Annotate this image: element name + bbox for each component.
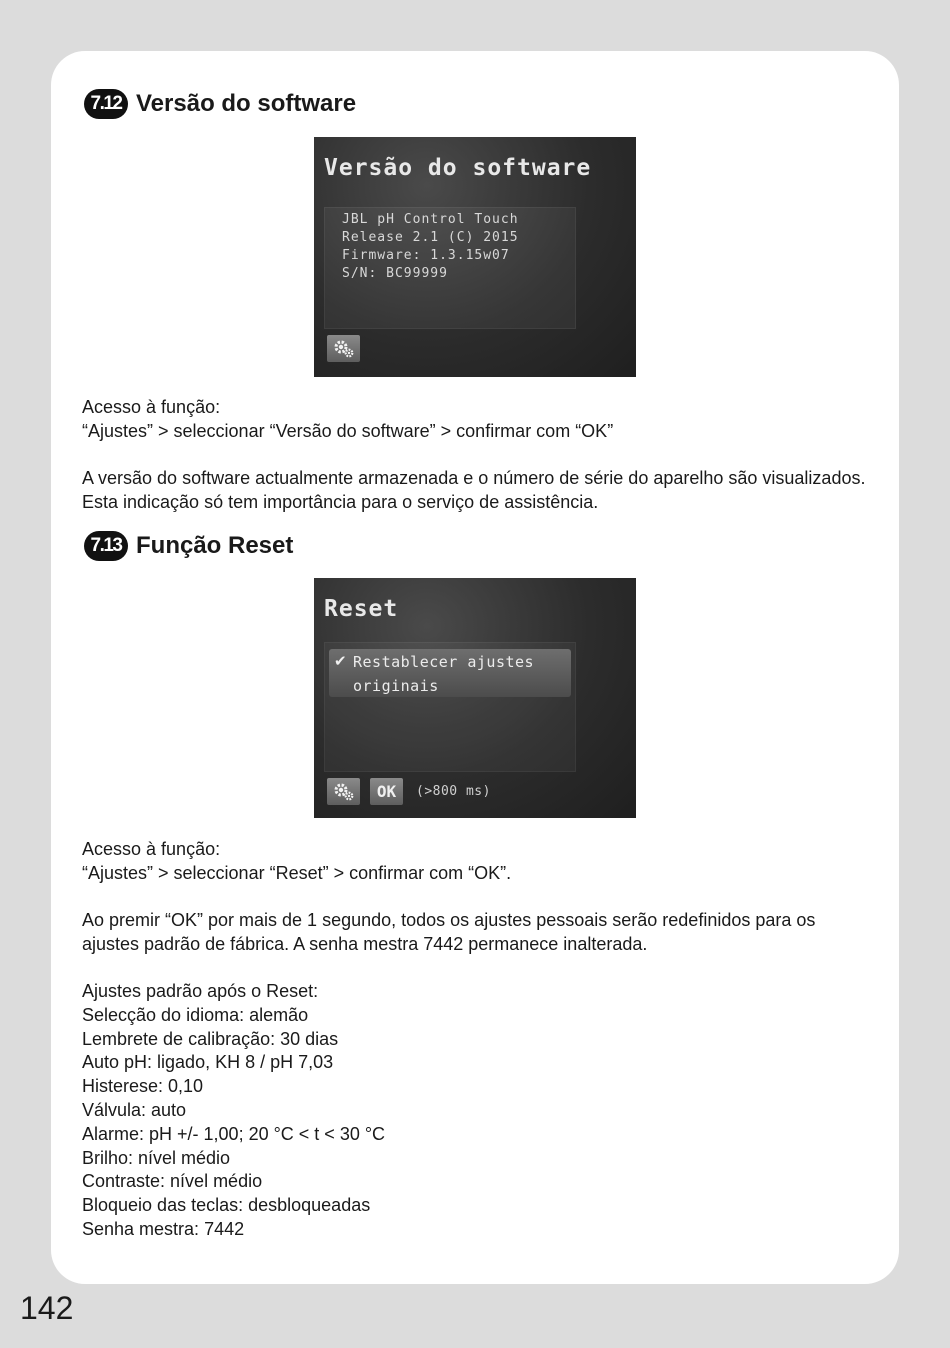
default-item: Válvula: auto (82, 1099, 187, 1120)
default-item: Contraste: nível médio (82, 1171, 263, 1192)
reset-option-restore-defaults[interactable] (329, 649, 571, 697)
ok-button[interactable]: OK (370, 778, 403, 805)
default-item: Selecção do idioma: alemão (82, 1004, 309, 1025)
reset-option-label: Restablecer ajustes originais (353, 653, 535, 695)
description-text: A versão do software actualmente armazenada e o número de série do aparelho são visualizados. Esta indicação só tem importância para o serviço de assistência. (82, 468, 866, 512)
gear-icon (333, 339, 355, 358)
access-info-software-version (82, 395, 613, 443)
section-title: Versão do software (136, 90, 357, 117)
ok-hold-note: (>800 ms) (416, 784, 491, 799)
section-heading-reset (84, 531, 293, 561)
section-number-badge: 7.12 (84, 89, 128, 119)
screen-title: Reset (324, 596, 399, 622)
reset-defaults-list (82, 980, 385, 1242)
page-number: 142 (20, 1290, 74, 1326)
default-item: Brilho: nível médio (82, 1147, 231, 1168)
default-item: Bloqueio das teclas: desbloqueadas (82, 1195, 371, 1216)
settings-button[interactable] (327, 778, 360, 805)
access-label: Acesso à função: (82, 839, 221, 859)
default-item: Alarme: pH +/- 1,00; 20 °C < t < 30 °C (82, 1123, 386, 1144)
access-label: Acesso à função: (82, 397, 221, 417)
description-text: Ao premir “OK” por mais de 1 segundo, todos os ajustes pessoais serão redefinidos para os ajustes padrão de fábrica. A senha mestra 7442 permanece inalterada. (82, 910, 816, 954)
default-item: Histerese: 0,10 (82, 1076, 204, 1097)
default-item: Auto pH: ligado, KH 8 / pH 7,03 (82, 1052, 334, 1073)
device-screen-software-version (314, 137, 636, 377)
section-number-badge: 7.13 (84, 531, 128, 561)
checkmark-icon: ✔ (334, 652, 347, 670)
settings-button[interactable] (327, 335, 360, 362)
access-path: “Ajustes” > seleccionar “Versão do software” > confirmar com “OK” (82, 421, 614, 441)
description-reset (82, 908, 862, 956)
section-title: Função Reset (136, 532, 294, 559)
description-software-version (82, 466, 867, 514)
gear-icon (333, 782, 355, 801)
section-heading-software-version (84, 89, 356, 119)
info-line-product: JBL pH Control Touch (342, 212, 519, 227)
screen-title: Versão do software (324, 155, 592, 181)
device-screen-reset (314, 578, 636, 818)
info-line-firmware: Firmware: 1.3.15w07 (342, 248, 510, 263)
info-line-serial: S/N: BC99999 (342, 266, 448, 281)
default-item: Lembrete de calibração: 30 dias (82, 1028, 339, 1049)
defaults-title: Ajustes padrão após o Reset: (82, 981, 319, 1001)
info-line-release: Release 2.1 (C) 2015 (342, 230, 519, 245)
access-path: “Ajustes” > seleccionar “Reset” > confirmar com “OK”. (82, 863, 512, 883)
default-item: Senha mestra: 7442 (82, 1218, 245, 1239)
access-info-reset (82, 837, 511, 885)
